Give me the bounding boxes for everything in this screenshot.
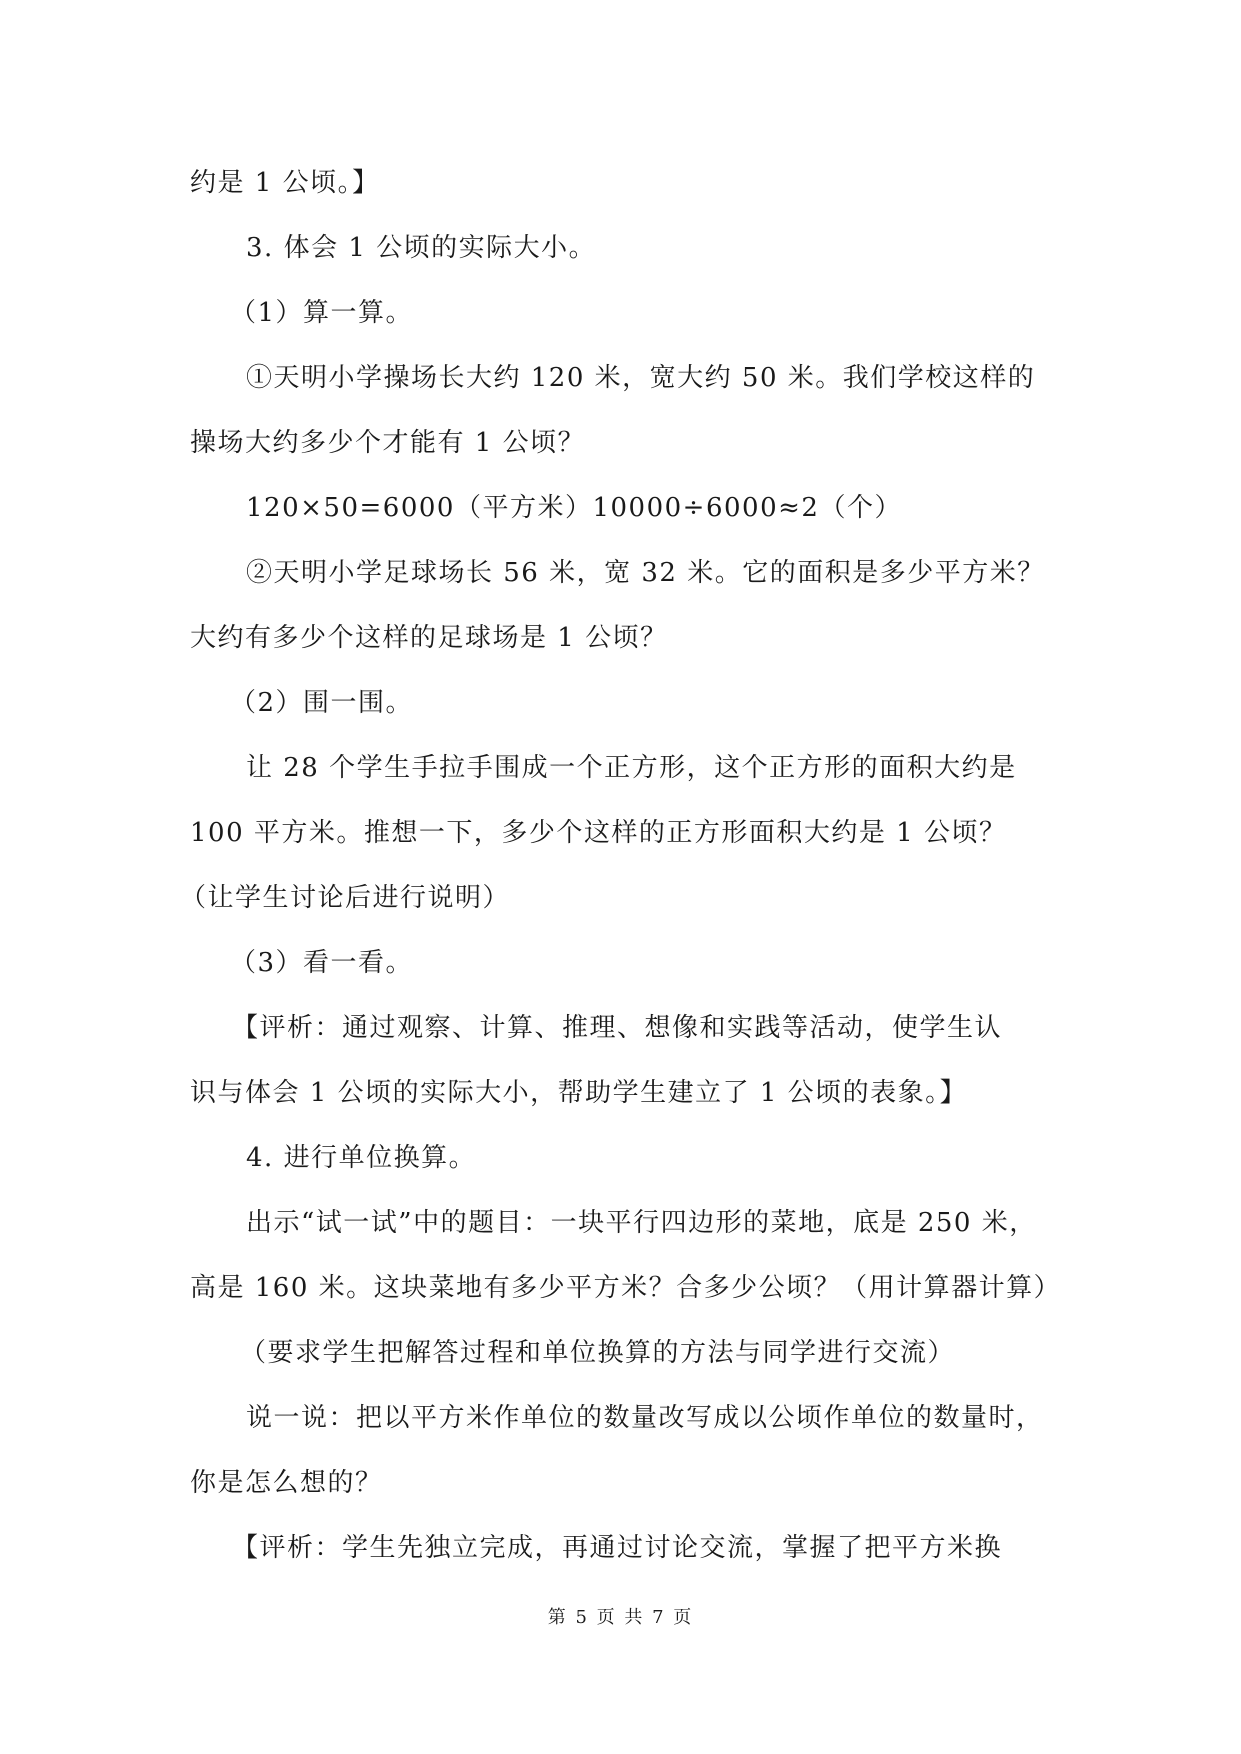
text-line: 出示“试一试”中的题目：一块平行四边形的菜地，底是 250 米， [246,1208,1037,1238]
subsection-heading: （3）看一看。 [230,948,414,978]
section-heading: 3. 体会 1 公顷的实际大小。 [246,233,597,263]
page-footer: 第 5 页 共 7 页 [547,1607,694,1628]
text-line: 100 平方米。推想一下，多少个这样的正方形面积大约是 1 公顷？ [190,818,1007,848]
text-line: ②天明小学足球场长 56 米，宽 32 米。它的面积是多少平方米？ [246,558,1045,588]
text-line: ①天明小学操场长大约 120 米，宽大约 50 米。我们学校这样的 [246,363,1036,393]
text-line: 说一说：把以平方米作单位的数量改写成以公顷作单位的数量时， [246,1403,1044,1433]
commentary-line: 识与体会 1 公顷的实际大小，帮助学生建立了 1 公顷的表象。】 [190,1078,968,1108]
text-line: 大约有多少个这样的足球场是 1 公顷？ [190,623,668,653]
commentary-line: 【评析：通过观察、计算、推理、想像和实践等活动，使学生认 [232,1013,1003,1043]
commentary-line: 【评析：学生先独立完成，再通过讨论交流，掌握了把平方米换 [232,1533,1003,1563]
section-heading: 4. 进行单位换算。 [246,1143,477,1173]
text-line: 你是怎么想的？ [190,1468,383,1498]
text-line: （要求学生把解答过程和单位换算的方法与同学进行交流） [240,1338,956,1368]
text-line: 让 28 个学生手拉手围成一个正方形，这个正方形的面积大约是 [246,753,1017,783]
formula-line: 120×50=6000（平方米）10000÷6000≈2（个） [246,493,902,523]
text-line: 约是 1 公顷。】 [190,168,380,198]
text-line: （让学生讨论后进行说明） [180,883,511,913]
subsection-heading: （2）围一围。 [230,688,414,718]
subsection-heading: （1）算一算。 [230,298,414,328]
text-line: 高是 160 米。这块菜地有多少平方米？合多少公顷？（用计算器计算） [190,1273,1062,1303]
text-line: 操场大约多少个才能有 1 公顷？ [190,428,586,458]
